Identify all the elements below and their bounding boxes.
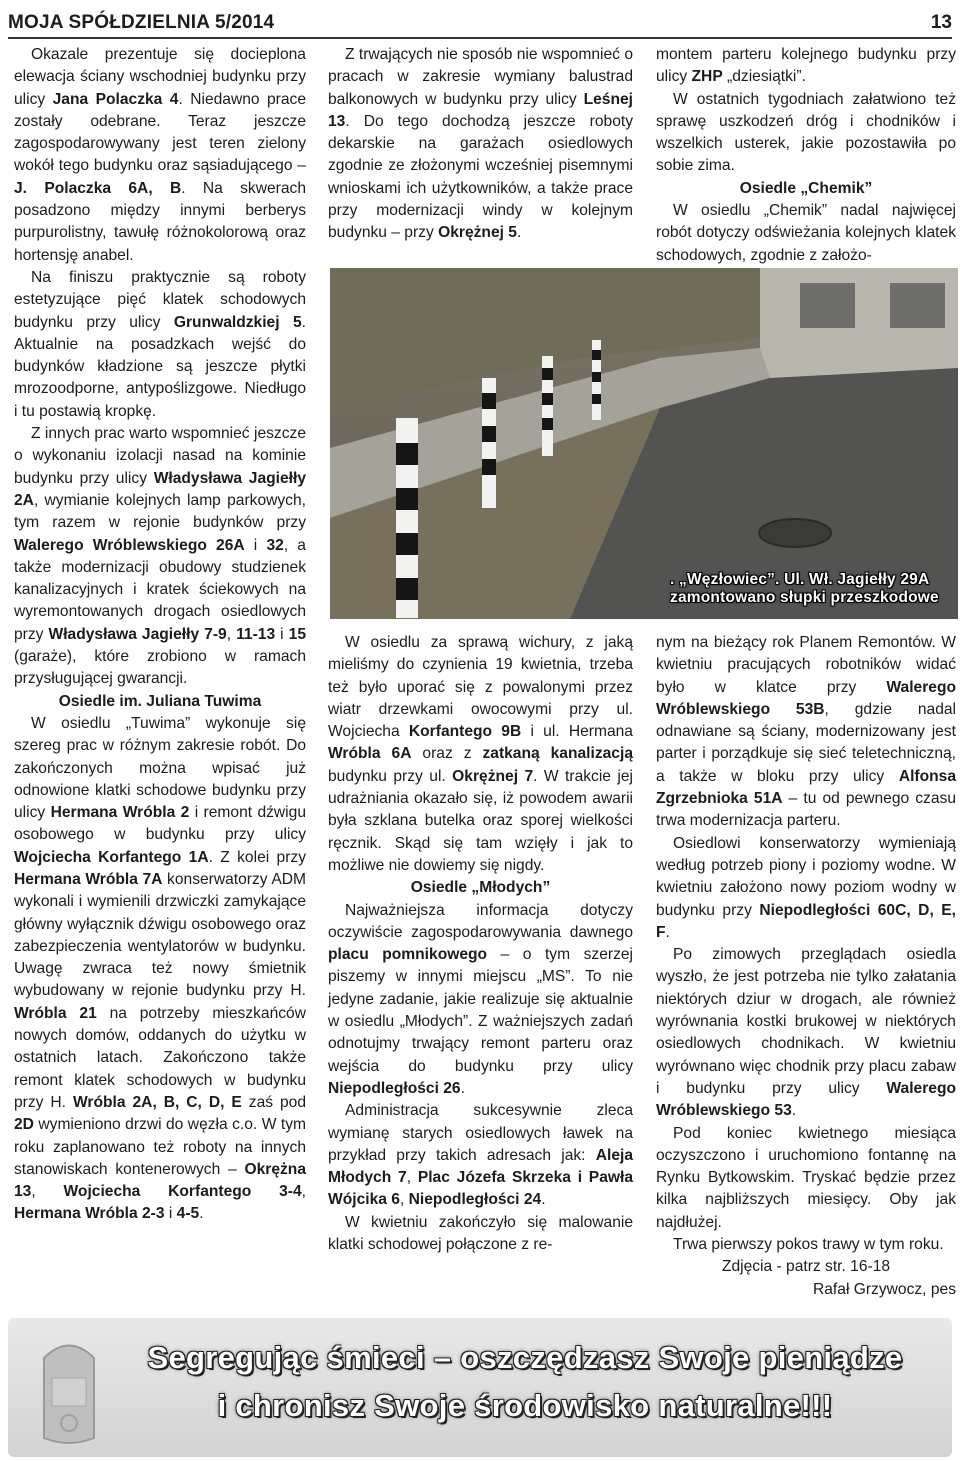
- article-paragraph: [656, 89, 956, 178]
- text-run: . Z kolei przy: [208, 848, 306, 866]
- text-run: W osiedlu „Tuwima” wykonuje się szereg prac w różnym zakresie robót. Do zakończonych można wpisać już odnowione klatki schodowe budynku przy ulicy: [14, 714, 306, 822]
- text-run: . Aktualnie na posadzkach wejść do budynków kładzione są jeszcze płytki mrozoodporne, antypoślizgowe. Niedługo i tu postawią kropkę.: [14, 313, 306, 420]
- page-header: [8, 0, 952, 39]
- article-paragraph: [328, 1212, 633, 1257]
- recycling-bin-icon: [34, 1328, 104, 1448]
- bold-text: 32: [266, 536, 284, 554]
- text-run: .: [516, 224, 522, 242]
- text-run: .: [665, 923, 670, 941]
- bold-text: Okrężnej 5: [438, 224, 517, 242]
- bold-text: ZHP: [691, 68, 723, 86]
- text-run: Pod koniec kwietnego miesiąca oczyszczono i uruchomiono fontannę na Rynku Bytkowskim. Tryskać będzie przez kilka najbliższych miesięcy. Oby jak najdłużej.: [656, 1124, 956, 1231]
- article-column-3: [656, 632, 956, 1301]
- section-heading: Osiedle „Młodych”: [410, 879, 551, 897]
- text-run: , a także modernizacji obudowy studzienek kanalizacyjnych i kratek ściekowych na wyremontowanych drogach osiedlowych przy: [14, 536, 306, 643]
- page-number: 13: [930, 12, 952, 33]
- banner-line-2: i chronisz Swoje środowisko naturalne!!!: [217, 1388, 833, 1423]
- bold-text: 11-13: [236, 625, 276, 643]
- bold-text: Walerego Wróblewskiego 26A: [14, 536, 245, 554]
- text-run: .: [791, 1102, 797, 1120]
- text-run: budynku przy ul.: [328, 767, 453, 785]
- article-paragraph: [656, 944, 956, 1122]
- recycling-banner: [8, 1318, 952, 1457]
- bold-text: placu pomnikowego: [328, 946, 488, 964]
- text-run: i: [244, 536, 267, 554]
- bold-text: 4-5: [176, 1205, 200, 1223]
- article-paragraph: [328, 44, 633, 245]
- article-paragraph: [656, 833, 956, 944]
- text-run: .: [541, 1191, 546, 1209]
- text-run: . Niedawno prace zostały odebrane. Teraz jeszcze zagospodarowywany jest teren zielony wokół tego budynku oraz sąsiadującego –: [14, 90, 306, 175]
- section-heading: Osiedle im. Juliana Tuwima: [58, 692, 262, 710]
- article-paragraph: [656, 200, 956, 267]
- bold-text: Grunwaldzkiej 5: [173, 313, 302, 331]
- text-run: montem parteru kolejnego budynku przy ulicy: [656, 46, 956, 86]
- text-run: W osiedlu za sprawą wichury, z jaką mieliśmy do czynienia 19 kwietnia, trzeba też było uporać się z powalonymi przez wiatr drzewkami owocowymi przy ul. Wojciecha: [328, 634, 633, 741]
- bold-text: Wróbla 21: [14, 1004, 97, 1022]
- text-run: ,: [301, 1183, 306, 1201]
- text-run: i ul. Hermana: [521, 723, 633, 741]
- article-paragraph: [656, 1123, 956, 1234]
- bold-text: Okrężnej 7: [452, 767, 534, 785]
- bold-text: Walerego Wróblewskiego 53: [656, 1079, 956, 1120]
- text-run: . Do tego dochodzą jeszcze roboty dekarskie na garażach osiedlowych zgodnie ze złożonymi wcześniej pisemnymi wnioskami ich użytkowników, a także prace przy modernizacji windy w kolejnym budynku – przy: [328, 112, 633, 242]
- text-run: ,: [399, 1191, 409, 1209]
- text-run: Na finiszu praktycznie są roboty estetyzujące pięć klatek schodowych budynku przy ulicy: [14, 268, 306, 331]
- text-run: Okazale prezentuje się docieplona elewacja ściany wschodniej budynku przy ulicy: [14, 46, 306, 108]
- text-run: oraz z: [411, 745, 483, 763]
- bold-text: Niepodległości 24: [408, 1191, 542, 1209]
- text-run: i: [275, 625, 289, 643]
- text-run: , wymianie kolejnych lamp parkowych, tym razem w rejonie budynków przy: [14, 491, 306, 532]
- bold-text: Hermana Wróbla 7A: [14, 870, 163, 888]
- bold-text: J. Polaczka 6A, B: [14, 179, 182, 197]
- text-run: na potrzeby mieszkańców nowych domów, oddanych do użytku w ostatnich latach. Zakończono także remont klatek schodowych w budynku przy H.: [14, 1004, 306, 1111]
- text-run: i: [164, 1205, 177, 1223]
- photo-reference: Zdjęcia - patrz str. 16-18: [721, 1258, 891, 1276]
- bold-text: Jana Polaczka 4: [52, 90, 179, 108]
- bold-text: 15: [288, 625, 307, 643]
- bold-text: Walerego Wróblewskiego 53B: [656, 678, 956, 718]
- text-run: Po zimowych przeglądach osiedla wyszło, że jest potrzeba nie tylko załatania niektórych dziur w drogach, ale również wyrównania kostki brukowej w niektórych osiedlowych chodnikach. W kwietniu wyrównano więc chodnik przy placu zabaw i budynku przy ulicy: [656, 946, 956, 1097]
- text-run: ,: [406, 1169, 418, 1187]
- article-column-2-top: [328, 44, 633, 245]
- text-run: .: [460, 1079, 465, 1097]
- bold-text: Wróbla 2A, B, C, D, E: [72, 1093, 242, 1111]
- text-run: Z innych prac warto wspomnieć jeszcze o wykonaniu izolacji nasad na kominie budynku przy ulicy: [14, 425, 306, 487]
- text-run: Trwa pierwszy pokos trawy w tym roku.: [673, 1236, 944, 1254]
- bold-text: Wojciecha Korfantego 1A: [14, 848, 209, 866]
- article-column-2: [328, 632, 633, 1256]
- section-heading: Osiedle „Chemik”: [739, 179, 873, 197]
- bold-text: Hermana Wróbla 2: [50, 804, 190, 822]
- bold-text: Korfantego 9B: [408, 723, 522, 741]
- bold-text: 2D: [14, 1116, 34, 1134]
- text-run: W osiedlu „Chemik” nadal najwięcej robót dotyczy odświeżania kolejnych klatek schodowych, zgodnie z założo-: [656, 202, 956, 264]
- text-run: ,: [226, 625, 237, 643]
- article-paragraph: [14, 713, 306, 1226]
- text-run: i remont dźwigu osobowego w budynku przy ulicy: [14, 804, 306, 844]
- author-signature: Rafał Grzywocz, pes: [813, 1280, 956, 1298]
- text-run: nym na bieżący rok Planem Remontów. W kwietniu pracujących robotników widać było w klatce przy: [656, 634, 956, 696]
- article-paragraph: [656, 632, 956, 833]
- text-run: Osiedlowi konserwatorzy wymieniają według potrzeb piony i poziomy wodne. W kwietniu założono nowy poziom wodny w budynku przy: [656, 834, 956, 919]
- bold-text: Okrężna 13: [14, 1160, 306, 1201]
- bold-text: Władysława Jagiełły 2A: [14, 469, 306, 509]
- bold-text: Niepodległości 26: [328, 1079, 461, 1097]
- article-paragraph: [328, 1100, 633, 1211]
- photo-illustration: [330, 268, 958, 619]
- text-run: Administracja sukcesywnie zleca wymianę starych osiedlowych ławek na przykład przy takich adresach jak:: [328, 1102, 633, 1164]
- text-run: (garaże), które zrobiono w ramach przysługującej gwarancji.: [14, 648, 306, 688]
- article-paragraph: [14, 423, 306, 691]
- photo-caption: . „Węzłowiec”. Ul. Wł. Jagiełły 29A zamontowano słupki przeszkodowe: [670, 571, 939, 606]
- text-run: ,: [31, 1183, 64, 1201]
- article-column-1: [14, 44, 306, 1226]
- banner-line-1: Segregując śmieci – oszczędzasz Swoje pieniądze: [147, 1340, 903, 1375]
- bold-text: Leśnej 13: [328, 90, 633, 130]
- text-run: „dziesiątki”.: [722, 68, 806, 86]
- bold-text: Władysława Jagiełły 7-9: [48, 625, 227, 643]
- article-paragraph: [656, 44, 956, 89]
- article-paragraph: [328, 900, 633, 1101]
- text-run: Z trwających nie sposób nie wspomnieć o pracach w zakresie wymiany balustrad balkonowych w budynku przy ulicy: [328, 46, 633, 108]
- text-run: zaś pod: [241, 1093, 307, 1111]
- text-run: Najważniejsza informacja dotyczy oczywiście zagospodarowywania dawnego: [328, 901, 633, 941]
- text-run: . Na skwerach posadzono między innymi berberys purpurolistny, tawułę różnokolorową oraz hortensję anabel.: [14, 179, 306, 264]
- article-paragraph: [328, 632, 633, 877]
- bold-text: Wojciecha Korfantego 3-4: [63, 1183, 302, 1201]
- article-paragraph: [14, 44, 306, 267]
- bold-text: Hermana Wróbla 2-3: [14, 1205, 165, 1223]
- magazine-title: MOJA SPÓŁDZIELNIA 5/2014: [8, 12, 275, 33]
- text-run: – o tym szerzej piszemy w innymi miejscu „MS”. To nie jedyne zadanie, jakie realizuje się aktualnie w osiedlu „Młodych”. Z ważniejszych zadań odnotujmy trwający remont parteru oraz wejścia do budynku przy ulicy: [328, 946, 634, 1075]
- bold-text: Alfonsa Zgrzebnioka 51A: [656, 767, 956, 808]
- bold-text: Aleja Młodych 7: [328, 1146, 633, 1187]
- article-paragraph: [656, 1234, 956, 1256]
- text-run: W kwietniu zakończyło się malowanie klatki schodowej połączone z re-: [328, 1213, 633, 1254]
- article-paragraph: [14, 267, 306, 423]
- bold-text: Wróbla 6A: [328, 745, 412, 763]
- article-photo: [330, 268, 958, 619]
- bold-text: Plac Józefa Skrzeka i Pawła Wójcika 6: [328, 1169, 634, 1209]
- text-run: wymieniono drzwi do węzła c.o. W tym roku zaplanowano też roboty na innych stanowiskach kontenerowych –: [14, 1116, 306, 1178]
- text-run: W ostatnich tygodniach załatwiono też sprawę uszkodzeń dróg i chodników i wszelkich usterek, jakie pozostawiła po sobie zima.: [656, 90, 956, 175]
- text-run: konserwatorzy ADM wykonali i wymienili drzwiczki zamykające główny wyłącznik dźwigu osobowego oraz zabezpieczenia wentylatorów w budynku. Uwagę zwraca też nowy śmietnik wybudowany w rejonie budynku przy H.: [14, 870, 306, 1000]
- bold-text: Niepodległości 60C, D, E, F: [656, 901, 956, 941]
- text-run: – tu od pewnego czasu trwa modernizacja parteru.: [656, 790, 956, 830]
- article-column-3-top: [656, 44, 956, 267]
- bold-text: zatkaną kanalizacją: [482, 745, 633, 763]
- text-run: .: [199, 1205, 204, 1223]
- text-run: , gdzie nadal odnawiane są ściany, modernizowany jest parter i porządkuje się sieć teletechniczną, a także w bloku przy ulicy: [656, 700, 956, 785]
- text-run: . W trakcie jej udrażniania okazało się, iż powodem awarii była szklana butelka oraz sporej wielkości ręcznik. Skąd się tam wzięły i jak to możliwe nie dowiemy się nigdy.: [328, 767, 633, 874]
